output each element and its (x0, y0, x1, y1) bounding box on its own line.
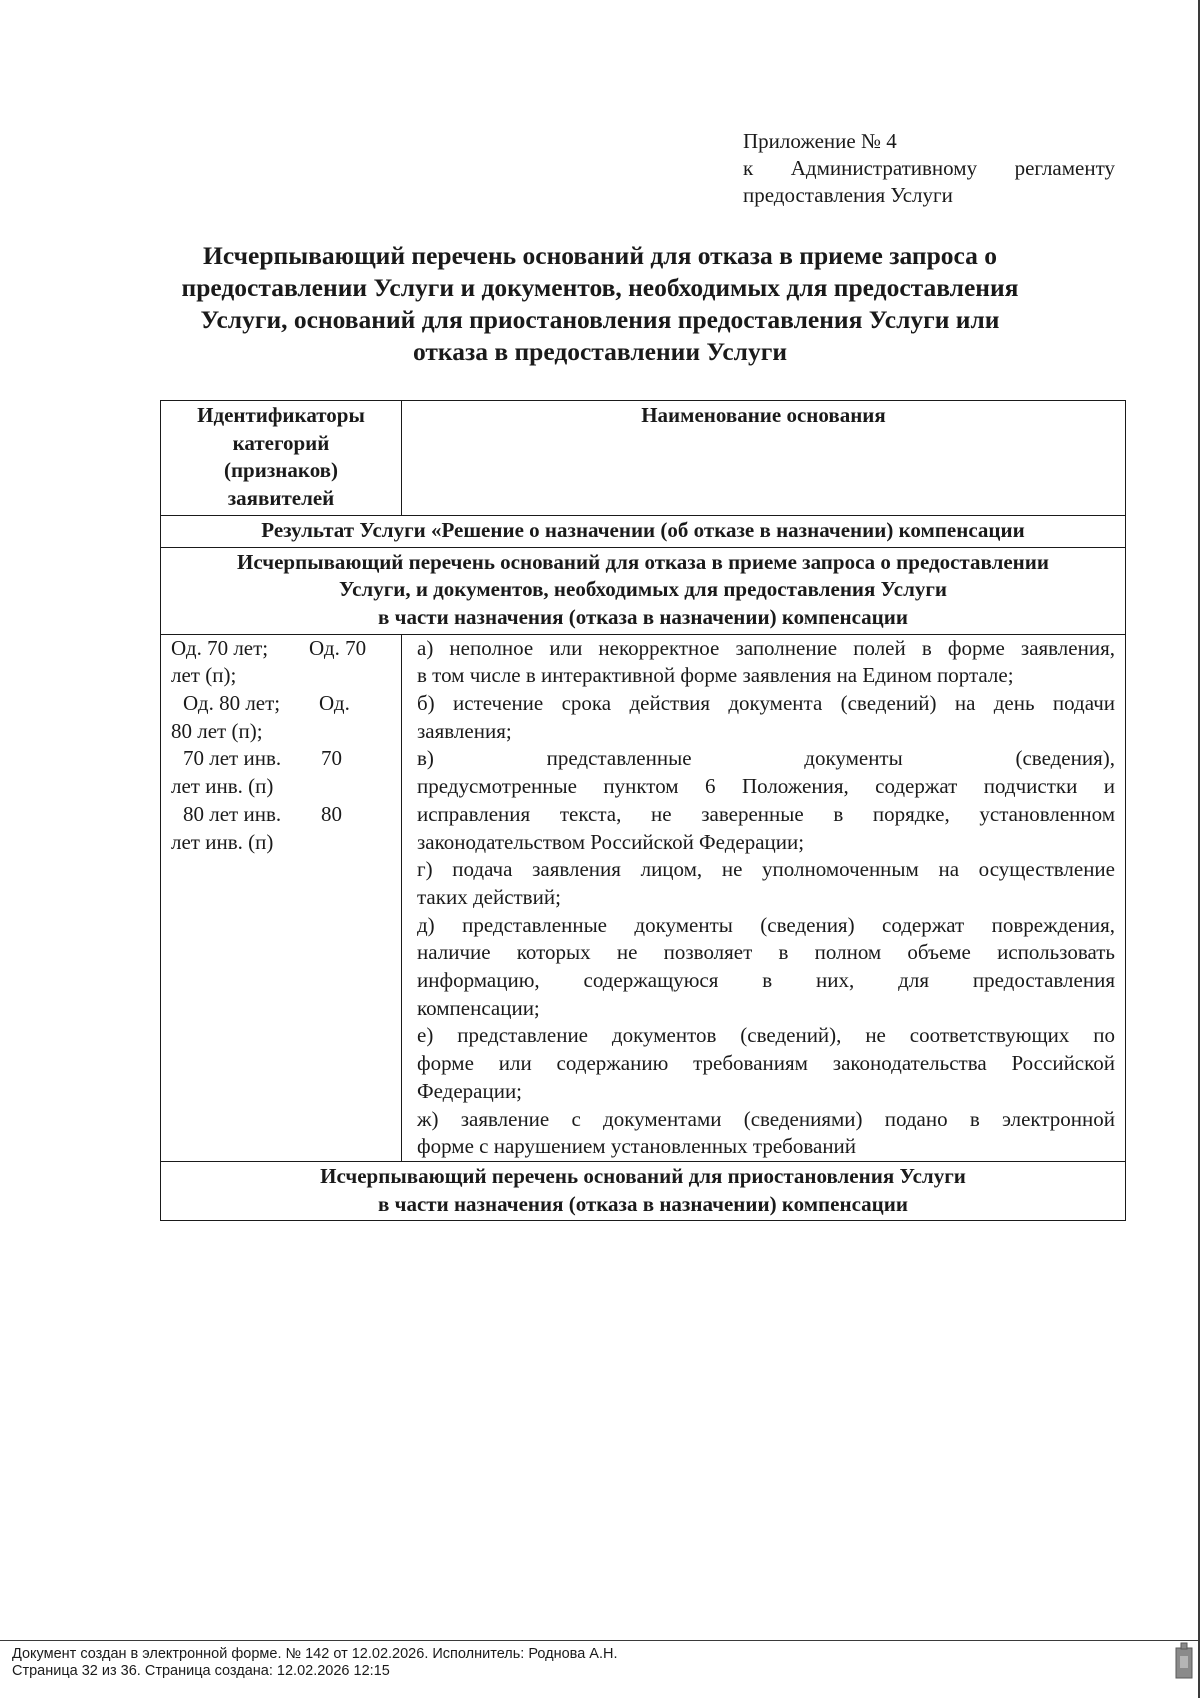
reason-line: форме или содержанию требованиям законодательства Российской (417, 1051, 1115, 1076)
header-line: (признаков) (223, 458, 339, 483)
reason-line: таких действий; (417, 884, 561, 909)
document-title (160, 240, 1040, 368)
reason-line: наличие которых не позволяет в полном объеме использовать (417, 940, 1115, 965)
reason-line: предусмотренные пунктом 6 Положения, содержат подчистки и (417, 774, 1115, 799)
reason-line: компенсации; (417, 995, 540, 1020)
result-row-text: Результат Услуги «Решение о назначении (об отказе в назначении) компенсации (261, 517, 1025, 542)
title-line: Исчерпывающий перечень оснований для отказа в приеме запроса о (202, 241, 998, 270)
category-line (171, 745, 395, 773)
reason-line: информацию, содержащуюся в них, для предоставления (417, 968, 1115, 993)
reason-line: Федерации; (417, 1078, 523, 1103)
appendix-number: Приложение № 4 (743, 129, 897, 153)
coat-of-arms-icon (1173, 1642, 1195, 1680)
footer-divider (0, 1640, 1200, 1641)
category-code: Од. 70 (309, 635, 367, 660)
header-applicant-categories (161, 401, 402, 516)
header-line: Идентификаторы (197, 403, 365, 427)
section-line: Исчерпывающий перечень оснований для отказа в приеме запроса о предоставлении (237, 549, 1049, 574)
category-line (171, 635, 395, 663)
result-row (161, 515, 1126, 547)
category-code: 70 лет инв. (183, 746, 282, 771)
reason-line: а) неполное или некорректное заполнение полей в форме заявления, (417, 635, 1115, 660)
reason-line: б) истечение срока действия документа (сведений) на день подачи (417, 691, 1115, 716)
title-line: отказа в предоставлении Услуги (412, 337, 788, 366)
suspension-section-cell (161, 1161, 1126, 1220)
reason-line: в) представленные документы (сведения), (417, 746, 1115, 771)
title-line: Услуги, оснований для приостановления предоставления Услуги или (200, 305, 1000, 334)
category-code: Од. (319, 691, 350, 716)
appendix-service: предоставления Услуги (743, 183, 953, 207)
category-code: 70 (321, 746, 342, 771)
reason-line: ж) заявление с документами (сведениями) подано в электронной (417, 1106, 1115, 1131)
category-code: Од. 80 лет; (183, 691, 281, 716)
section-line: Исчерпывающий перечень оснований для приостановления Услуги (320, 1163, 966, 1188)
category-line: лет инв. (п) (171, 829, 274, 854)
applicant-categories-cell (161, 634, 402, 1161)
appendix-regulation: к Административному регламенту (743, 156, 1115, 180)
header-line: категорий (232, 430, 330, 455)
document-footer (12, 1646, 618, 1680)
header-line: Наименование основания (641, 403, 886, 427)
category-code: 80 (321, 801, 342, 826)
category-code: 80 лет инв. (183, 801, 282, 826)
section-line: в части назначения (отказа в назначении) компенсации (378, 604, 908, 629)
category-line (171, 690, 395, 718)
grounds-table (160, 400, 1126, 1221)
reason-line: г) подача заявления лицом, не уполномоченным на осуществление (417, 857, 1115, 882)
header-line: заявителей (227, 486, 335, 511)
title-line: предоставлении Услуги и документов, необходимых для предоставления (181, 273, 1019, 302)
footer-page-info: Страница 32 из 36. Страница создана: 12.02.2026 12:15 (12, 1663, 390, 1679)
category-line: лет инв. (п) (171, 774, 274, 799)
result-row-cell (161, 515, 1126, 547)
reason-line: исправления текста, не заверенные в порядке, установленном (417, 801, 1115, 826)
refusal-grounds-row (161, 634, 1126, 1161)
category-line (171, 801, 395, 829)
reason-line: форме с нарушением установленных требований (417, 1134, 857, 1159)
category-line: лет (п); (171, 663, 237, 688)
reason-line: заявления; (417, 718, 512, 743)
refusal-section-row (161, 547, 1126, 634)
category-line: 80 лет (п); (171, 718, 263, 743)
reason-line: законодательством Российской Федерации; (417, 829, 805, 854)
reason-line: в том числе в интерактивной форме заявления на Едином портале; (417, 663, 1014, 688)
refusal-reasons-cell (402, 634, 1126, 1161)
header-ground-name (402, 401, 1126, 516)
section-line: в части назначения (отказа в назначении) компенсации (378, 1191, 908, 1216)
refusal-section-cell (161, 547, 1126, 634)
section-line: Услуги, и документов, необходимых для предоставления Услуги (338, 577, 948, 602)
suspension-section-row (161, 1161, 1126, 1220)
reason-line: е) представление документов (сведений), не соответствующих по (417, 1023, 1115, 1048)
table-header-row (161, 401, 1126, 516)
reason-line: д) представленные документы (сведения) содержат повреждения, (417, 912, 1115, 937)
appendix-reference (743, 128, 1115, 209)
footer-document-info: Документ создан в электронной форме. № 142 от 12.02.2026. Исполнитель: Роднова А.Н. (12, 1646, 618, 1662)
category-code: Од. 70 лет; (171, 635, 269, 660)
